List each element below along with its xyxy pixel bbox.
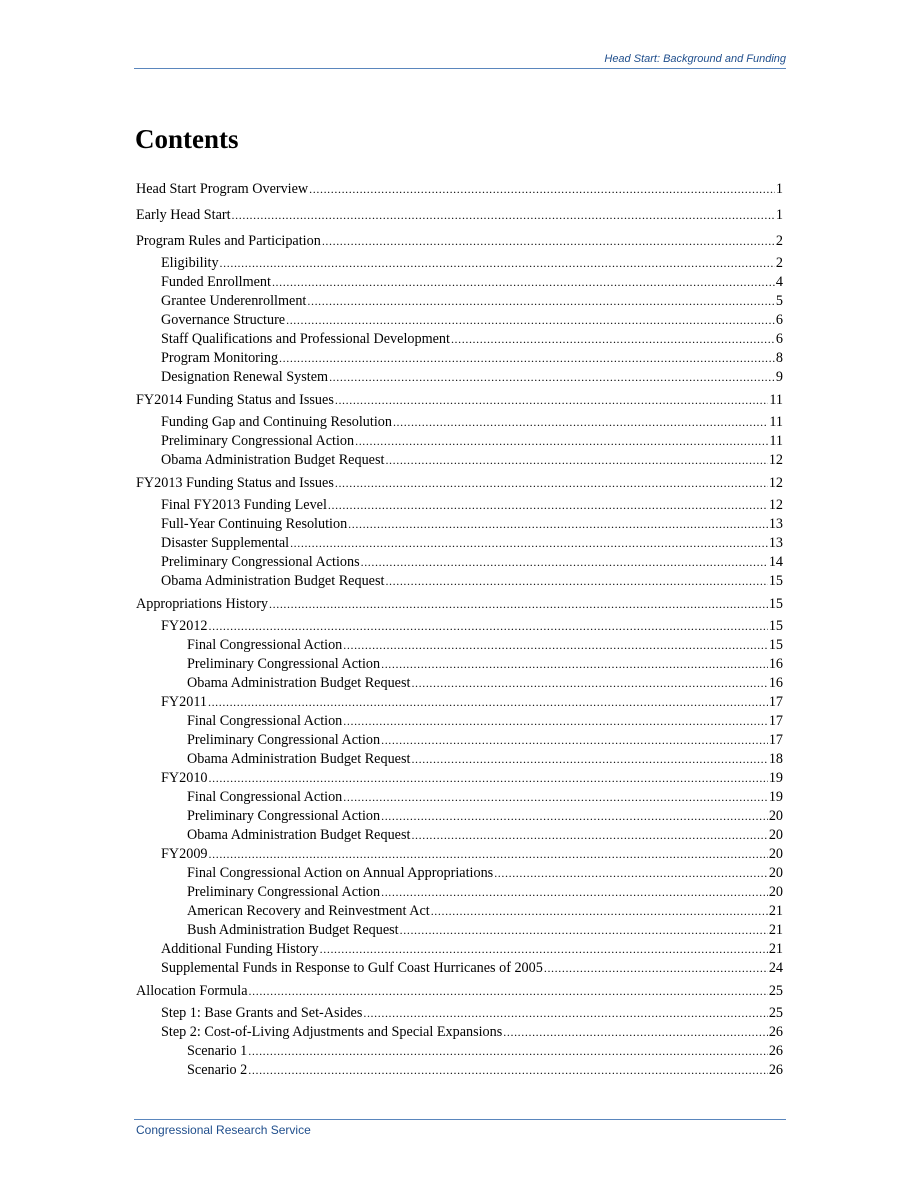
toc-entry-page-number: 11	[769, 433, 783, 449]
toc-entry-label: Obama Administration Budget Request	[187, 827, 411, 843]
dot-leader	[381, 731, 768, 750]
toc-entry-page-number: 6	[775, 331, 783, 347]
toc-entry-label: Eligibility	[161, 255, 219, 271]
toc-entry[interactable]	[136, 864, 783, 883]
toc-entry-label: Head Start Program Overview	[136, 181, 309, 197]
toc-entry-page-number: 11	[769, 414, 783, 430]
toc-entry-label: Preliminary Congressional Action	[187, 808, 381, 824]
toc-entry-page-number: 17	[768, 694, 783, 710]
toc-entry-page-number: 13	[768, 535, 783, 551]
toc-entry-page-number: 2	[775, 255, 783, 271]
toc-entry[interactable]	[136, 845, 783, 864]
toc-entry[interactable]	[136, 292, 783, 311]
toc-entry[interactable]	[136, 534, 783, 553]
dot-leader	[451, 330, 775, 349]
toc-entry-label: Governance Structure	[161, 312, 286, 328]
toc-entry[interactable]	[136, 202, 783, 228]
toc-entry-page-number: 20	[768, 865, 783, 881]
toc-entry[interactable]	[136, 176, 783, 202]
dot-leader	[431, 902, 768, 921]
toc-entry[interactable]	[136, 368, 783, 387]
toc-entry-page-number: 18	[768, 751, 783, 767]
toc-entry-label: Preliminary Congressional Action	[161, 433, 355, 449]
dot-leader	[335, 470, 768, 496]
toc-entry[interactable]	[136, 693, 783, 712]
toc-entry-page-number: 12	[768, 452, 783, 468]
toc-entry[interactable]	[136, 515, 783, 534]
toc-entry[interactable]	[136, 311, 783, 330]
toc-entry[interactable]	[136, 826, 783, 845]
toc-entry[interactable]	[136, 807, 783, 826]
dot-leader	[361, 553, 768, 572]
toc-entry-label: Scenario 1	[187, 1043, 248, 1059]
toc-entry[interactable]	[136, 921, 783, 940]
toc-entry-page-number: 20	[768, 884, 783, 900]
dot-leader	[272, 273, 775, 292]
toc-entry[interactable]	[136, 902, 783, 921]
toc-entry-label: Funded Enrollment	[161, 274, 271, 290]
dot-leader	[494, 864, 768, 883]
toc-entry[interactable]	[136, 940, 783, 959]
dot-leader	[343, 712, 768, 731]
toc-entry-label: Funding Gap and Continuing Resolution	[161, 414, 392, 430]
toc-entry-label: Step 2: Cost-of-Living Adjustments and Special Expansions	[161, 1024, 503, 1040]
toc-entry[interactable]	[136, 387, 783, 413]
toc-entry-page-number: 20	[768, 827, 783, 843]
toc-entry-label: Full-Year Continuing Resolution	[161, 516, 348, 532]
dot-leader	[411, 826, 767, 845]
toc-entry-page-number: 21	[768, 922, 783, 938]
toc-entry-page-number: 2	[775, 233, 783, 249]
toc-entry-page-number: 25	[768, 1005, 783, 1021]
toc-entry[interactable]	[136, 591, 783, 617]
header-rule	[134, 68, 786, 69]
dot-leader	[248, 1061, 768, 1080]
dot-leader	[309, 176, 775, 202]
dot-leader	[248, 1042, 768, 1061]
toc-entry-page-number: 4	[775, 274, 783, 290]
table-of-contents	[136, 176, 783, 1080]
dot-leader	[209, 845, 768, 864]
toc-entry-page-number: 17	[768, 713, 783, 729]
toc-entry[interactable]	[136, 451, 783, 470]
dot-leader	[503, 1023, 768, 1042]
toc-entry-page-number: 15	[768, 596, 783, 612]
toc-entry[interactable]	[136, 228, 783, 254]
dot-leader	[209, 617, 768, 636]
toc-entry[interactable]	[136, 413, 783, 432]
dot-leader	[279, 349, 775, 368]
running-header: Head Start: Background and Funding	[604, 53, 786, 65]
toc-entry-page-number: 16	[768, 675, 783, 691]
toc-entry-label: Obama Administration Budget Request	[161, 573, 385, 589]
toc-entry-label: FY2009	[161, 846, 208, 862]
toc-entry-page-number: 19	[768, 789, 783, 805]
dot-leader	[249, 978, 768, 1004]
toc-entry-label: Allocation Formula	[136, 983, 248, 999]
toc-entry[interactable]	[136, 769, 783, 788]
toc-entry[interactable]	[136, 572, 783, 591]
dot-leader	[393, 413, 768, 432]
toc-entry-label: Final Congressional Action	[187, 713, 343, 729]
dot-leader	[335, 387, 768, 413]
toc-entry-page-number: 15	[768, 618, 783, 634]
dot-leader	[286, 311, 775, 330]
page-title: Contents	[135, 124, 239, 154]
toc-entry-label: Designation Renewal System	[161, 369, 329, 385]
toc-entry[interactable]	[136, 273, 783, 292]
dot-leader	[385, 572, 767, 591]
toc-entry[interactable]	[136, 959, 783, 978]
toc-entry-page-number: 26	[768, 1043, 783, 1059]
toc-entry-label: FY2012	[161, 618, 208, 634]
toc-entry[interactable]	[136, 432, 783, 451]
dot-leader	[343, 788, 768, 807]
toc-entry-page-number: 14	[768, 554, 783, 570]
toc-entry-page-number: 6	[775, 312, 783, 328]
dot-leader	[322, 228, 775, 254]
toc-entry-label: Preliminary Congressional Action	[187, 732, 381, 748]
toc-entry-label: Disaster Supplemental	[161, 535, 290, 551]
dot-leader	[328, 496, 768, 515]
dot-leader	[400, 921, 768, 940]
toc-entry-page-number: 19	[768, 770, 783, 786]
toc-entry-label: Final Congressional Action	[187, 789, 343, 805]
toc-entry[interactable]	[136, 788, 783, 807]
dot-leader	[381, 807, 768, 826]
toc-entry[interactable]	[136, 731, 783, 750]
dot-leader	[381, 883, 768, 902]
toc-entry-page-number: 8	[775, 350, 783, 366]
toc-entry-page-number: 26	[768, 1062, 783, 1078]
toc-entry-label: Final FY2013 Funding Level	[161, 497, 327, 513]
toc-entry[interactable]	[136, 655, 783, 674]
toc-entry-page-number: 21	[768, 903, 783, 919]
toc-entry[interactable]	[136, 470, 783, 496]
toc-entry-label: Step 1: Base Grants and Set-Asides	[161, 1005, 363, 1021]
toc-entry[interactable]	[136, 1042, 783, 1061]
dot-leader	[220, 254, 775, 273]
dot-leader	[290, 534, 768, 553]
toc-entry-page-number: 26	[768, 1024, 783, 1040]
toc-entry-page-number: 1	[775, 181, 783, 197]
toc-entry-page-number: 16	[768, 656, 783, 672]
toc-entry-label: FY2011	[161, 694, 207, 710]
toc-entry-label: Additional Funding History	[161, 941, 319, 957]
dot-leader	[411, 750, 767, 769]
toc-entry-label: Obama Administration Budget Request	[187, 675, 411, 691]
toc-entry-page-number: 21	[768, 941, 783, 957]
footer-rule	[134, 1119, 786, 1120]
toc-entry-label: Preliminary Congressional Actions	[161, 554, 360, 570]
toc-entry-page-number: 11	[769, 392, 783, 408]
toc-entry-page-number: 5	[775, 293, 783, 309]
dot-leader	[208, 693, 768, 712]
toc-entry[interactable]	[136, 330, 783, 349]
dot-leader	[329, 368, 775, 387]
dot-leader	[307, 292, 775, 311]
toc-entry-page-number: 20	[768, 808, 783, 824]
toc-entry[interactable]	[136, 553, 783, 572]
toc-entry-label: Bush Administration Budget Request	[187, 922, 399, 938]
toc-entry[interactable]	[136, 1023, 783, 1042]
toc-entry-label: FY2014 Funding Status and Issues	[136, 392, 334, 408]
toc-entry-label: Scenario 2	[187, 1062, 248, 1078]
toc-entry-label: Final Congressional Action	[187, 637, 343, 653]
toc-entry-page-number: 17	[768, 732, 783, 748]
toc-entry[interactable]	[136, 349, 783, 368]
toc-entry-page-number: 15	[768, 637, 783, 653]
toc-entry[interactable]	[136, 712, 783, 731]
toc-entry[interactable]	[136, 978, 783, 1004]
dot-leader	[544, 959, 768, 978]
toc-entry-label: American Recovery and Reinvestment Act	[187, 903, 430, 919]
toc-entry[interactable]	[136, 883, 783, 902]
toc-entry-page-number: 12	[768, 497, 783, 513]
toc-entry-label: Early Head Start	[136, 207, 231, 223]
toc-entry-label: Obama Administration Budget Request	[187, 751, 411, 767]
dot-leader	[363, 1004, 767, 1023]
toc-entry[interactable]	[136, 750, 783, 769]
toc-entry[interactable]	[136, 496, 783, 515]
dot-leader	[209, 769, 768, 788]
toc-entry[interactable]	[136, 1004, 783, 1023]
dot-leader	[411, 674, 767, 693]
dot-leader	[343, 636, 768, 655]
toc-entry-label: Preliminary Congressional Action	[187, 656, 381, 672]
toc-entry-page-number: 9	[775, 369, 783, 385]
toc-entry-page-number: 25	[768, 983, 783, 999]
toc-entry-label: Program Rules and Participation	[136, 233, 321, 249]
toc-entry-page-number: 12	[768, 475, 783, 491]
footer-text: Congressional Research Service	[136, 1123, 311, 1137]
toc-entry[interactable]	[136, 636, 783, 655]
dot-leader	[269, 591, 768, 617]
toc-entry-label: Program Monitoring	[161, 350, 279, 366]
toc-entry-label: Final Congressional Action on Annual Appropriations	[187, 865, 494, 881]
toc-entry-label: FY2010	[161, 770, 208, 786]
toc-entry[interactable]	[136, 1061, 783, 1080]
toc-entry-label: Staff Qualifications and Professional Development	[161, 331, 450, 347]
toc-entry-page-number: 20	[768, 846, 783, 862]
toc-entry[interactable]	[136, 674, 783, 693]
toc-entry-label: FY2013 Funding Status and Issues	[136, 475, 334, 491]
toc-entry-label: Supplemental Funds in Response to Gulf Coast Hurricanes of 2005	[161, 960, 543, 976]
toc-entry-page-number: 15	[768, 573, 783, 589]
toc-entry[interactable]	[136, 617, 783, 636]
toc-entry-label: Appropriations History	[136, 596, 269, 612]
dot-leader	[355, 432, 768, 451]
dot-leader	[381, 655, 768, 674]
toc-entry-label: Preliminary Congressional Action	[187, 884, 381, 900]
toc-entry-page-number: 13	[768, 516, 783, 532]
toc-entry-page-number: 24	[768, 960, 783, 976]
dot-leader	[385, 451, 767, 470]
toc-entry[interactable]	[136, 254, 783, 273]
dot-leader	[320, 940, 768, 959]
dot-leader	[348, 515, 768, 534]
toc-entry-page-number: 1	[775, 207, 783, 223]
toc-entry-label: Grantee Underenrollment	[161, 293, 307, 309]
toc-entry-label: Obama Administration Budget Request	[161, 452, 385, 468]
dot-leader	[232, 202, 775, 228]
